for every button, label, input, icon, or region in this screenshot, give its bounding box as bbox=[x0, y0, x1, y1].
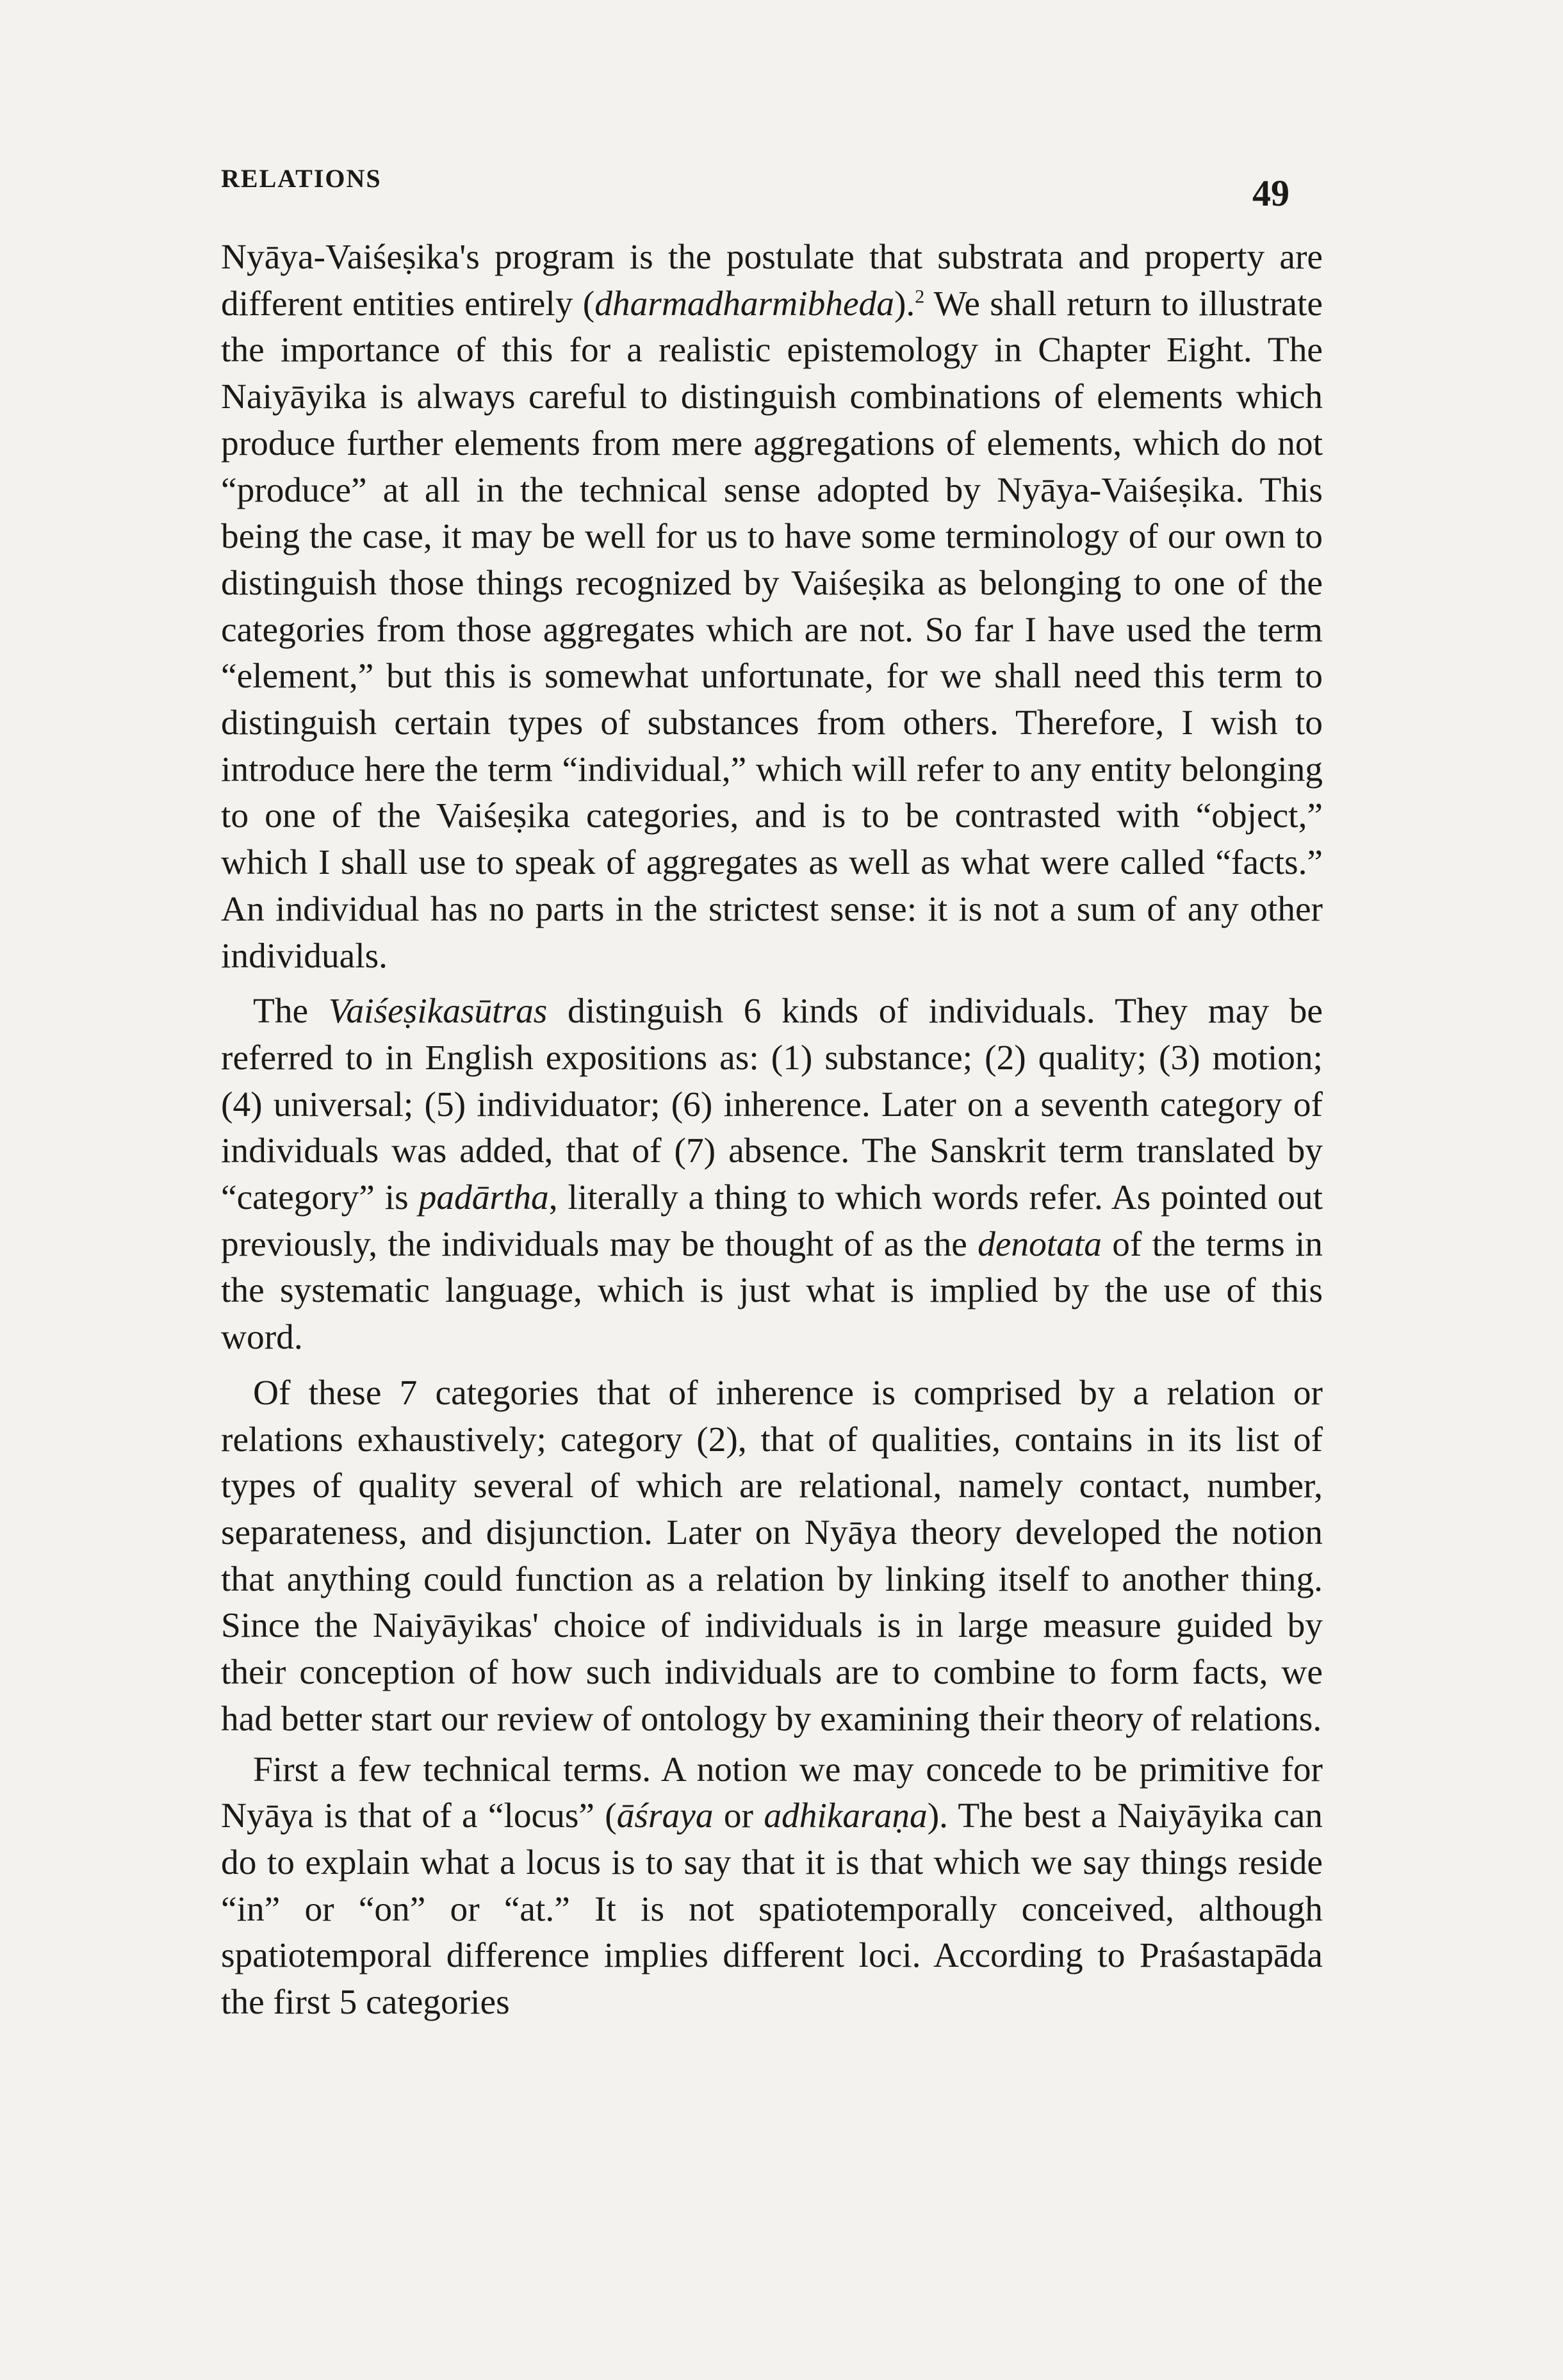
paragraph-1: Nyāya-Vaiśeṣika's program is the postulate that substrata and property are different entities entirely (dharmadharmibheda).$^2$ We shall return to illustrate the importance of this for a realistic epistemology in Chapter Eight. The Naiyāyika is always careful to distinguish combinations of elements which produce further elements from mere aggregations of elements, which do not “produce” at all in the technical sense adopted by Nyāya-Vaiśeṣika. This being the case, it may be well for us to have some terminology of our own to distinguish those things recognized by Vaiśeṣika as belonging to one of the categories from those aggregates which are not. So far I have used the term “element,” but this is somewhat unfortunate, for we shall need this term to distinguish certain types of substances from others. Therefore, I wish to introduce here the term “individual,” which will refer to any entity belonging to one of the Vaiśeṣika categories, and is to be contrasted with “object,” which I shall use to speak of aggregates as well as what were called “facts.” An individual has no parts in the strictest sense: it is not a sum of any other individuals. bbox=[221, 237, 1323, 975]
body-text bbox=[221, 234, 1323, 2026]
sanskrit-term: Vaiśeṣikasūtras bbox=[328, 991, 548, 1031]
page-number: 49 bbox=[1252, 172, 1289, 214]
footnote-marker: 2 bbox=[915, 286, 925, 308]
sanskrit-term: padārtha bbox=[418, 1178, 549, 1217]
sanskrit-term: dharmadharmibheda bbox=[594, 283, 894, 323]
paragraph-3: Of these 7 categories that of inherence is comprised by a relation or relations exhaustively; category (2), that of qualities, contains in its list of types of quality several of which are relational, namely contact, number, separateness, and disjunction. Later on Nyāya theory developed the notion that anything could function as a relation by linking itself to another thing. Since the Naiyāyikas' choice of individuals is in large measure guided by their conception of how such individuals are to combine to form facts, we had better start our review of ontology by examining their theory of relations. bbox=[221, 1372, 1323, 1738]
paragraph-4: First a few technical terms. A notion we may concede to be primitive for Nyāya is that of a “locus” (āśraya or adhikaraṇa). The best a Naiyāyika can do to explain what a locus is to say that it is that which we say things reside “in” or “on” or “at.” It is not spatiotemporally conceived, although spatiotemporal difference implies different loci. According to Praśastapāda the first 5 categories bbox=[221, 1749, 1323, 2022]
sanskrit-term: āśraya bbox=[616, 1796, 714, 1835]
running-head: RELATIONS bbox=[221, 164, 382, 193]
paragraph-2: The Vaiśeṣikasūtras distinguish 6 kinds of individuals. They may be referred to in English expositions as: (1) substance; (2) quality; (3) motion; (4) universal; (5) individuator; (6) inherence. Later on a seventh category of individuals was added, that of (7) absence. The Sanskrit term translated by “category” is padārtha, literally a thing to which words refer. As pointed out previously, the individuals may be thought of as the denotata of the terms in the systematic language, which is just what is implied by the use of this word. bbox=[221, 991, 1323, 1357]
sanskrit-term: adhikaraṇa bbox=[764, 1796, 928, 1835]
emphasized-term: denotata bbox=[978, 1224, 1102, 1263]
